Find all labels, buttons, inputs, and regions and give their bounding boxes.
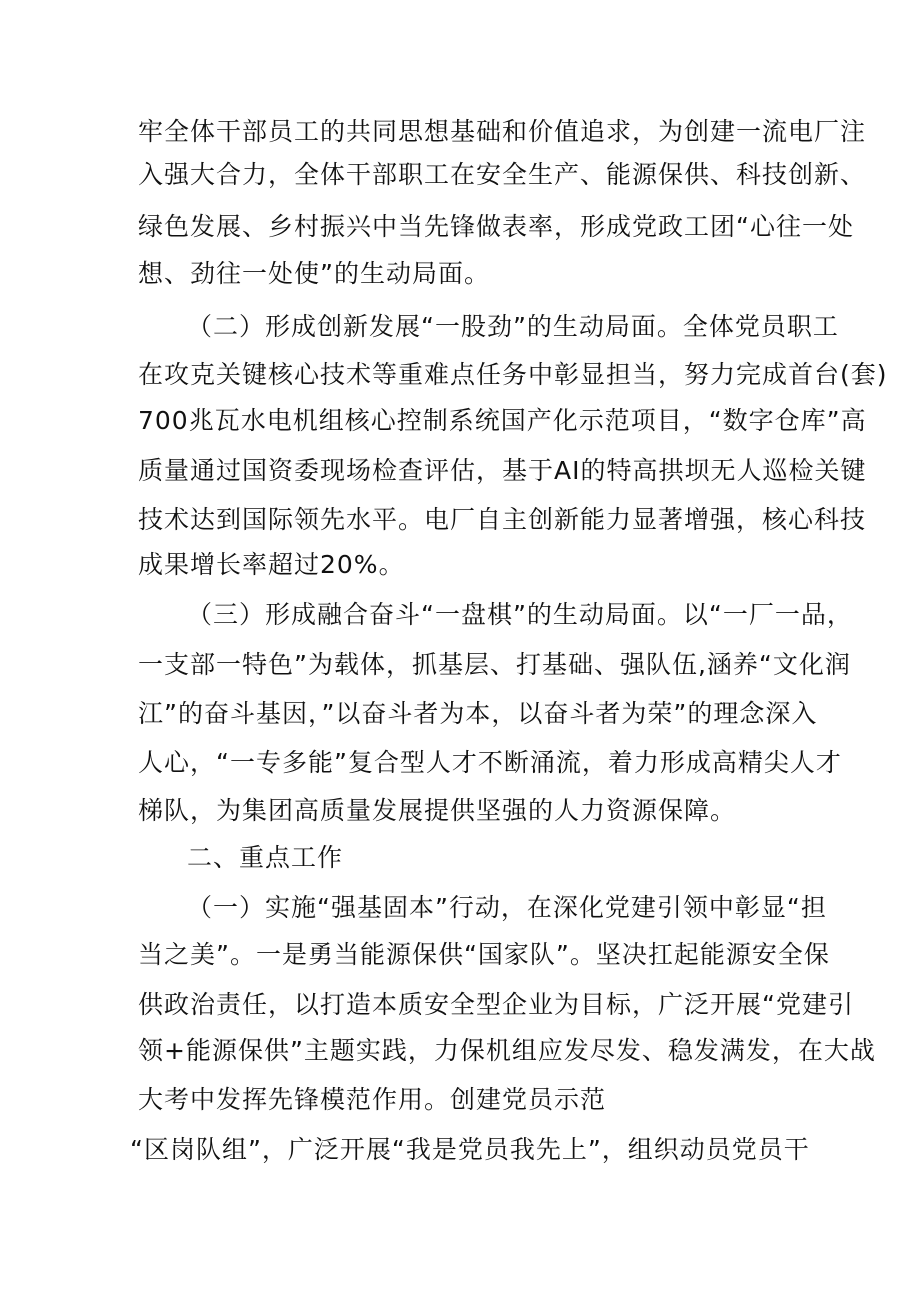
text-line: 供政治责任，以打造本质安全型企业为目标，广泛开展“党建引 xyxy=(138,990,854,1019)
text-line: 人心，“一专多能”复合型人才不断涌流，着力形成高精尖人才 xyxy=(138,748,842,777)
text-line: 想、劲往一处使”的生动局面。 xyxy=(138,259,490,288)
text-line: 梯队，为集团高质量发展提供坚强的人力资源保障。 xyxy=(138,796,737,825)
text-line: 技术达到国际领先水平。电厂自主创新能力显著增强，核心科技 xyxy=(138,505,867,534)
text-line: 入强大合力，全体干部职工在安全生产、能源保供、科技创新、 xyxy=(138,160,867,189)
text-line: 700兆瓦水电机组核心控制系统国产化示范项目，“数字仓库”高 xyxy=(138,406,867,435)
text-line: “区岗队组”，广泛开展“我是党员我先上”，组织动员党员干 xyxy=(130,1135,810,1164)
paragraph-heading-line: （三）形成融合奋斗“一盘棋”的生动局面。以“一厂一品， xyxy=(187,600,853,629)
paragraph-heading-line: （一）实施“强基固本”行动，在深化党建引领中彰显“担 xyxy=(187,893,827,922)
paragraph-heading-line: （二）形成创新发展“一股劲”的生动局面。全体党员职工 xyxy=(187,312,839,341)
text-line: 当之美”。一是勇当能源保供“国家队”。坚决扛起能源安全保 xyxy=(138,940,830,969)
text-line: 质量通过国资委现场检查评估，基于AI的特高拱坝无人巡检关键 xyxy=(138,456,867,485)
text-line: 在攻克关键核心技术等重难点任务中彰显担当，努力完成首台(套) xyxy=(138,360,888,389)
section-heading: 二、重点工作 xyxy=(187,843,344,872)
text-line: 成果增长率超过20%。 xyxy=(138,550,405,579)
text-line: 一支部一特色”为载体，抓基层、打基础、强队伍,涵养“文化润 xyxy=(138,650,851,679)
text-line: 牢全体干部员工的共同思想基础和价值追求，为创建一流电厂注 xyxy=(138,117,867,146)
text-line: 绿色发展、乡村振兴中当先锋做表率，形成党政工团“心往一处 xyxy=(138,212,854,241)
text-line: 大考中发挥先锋模范作用。创建党员示范 xyxy=(138,1085,607,1114)
text-line: 领+能源保供”主题实践，力保机组应发尽发、稳发满发，在大战 xyxy=(138,1036,876,1065)
text-line: 江”的奋斗基因，”以奋斗者为本，以奋斗者为荣”的理念深入 xyxy=(138,699,818,728)
